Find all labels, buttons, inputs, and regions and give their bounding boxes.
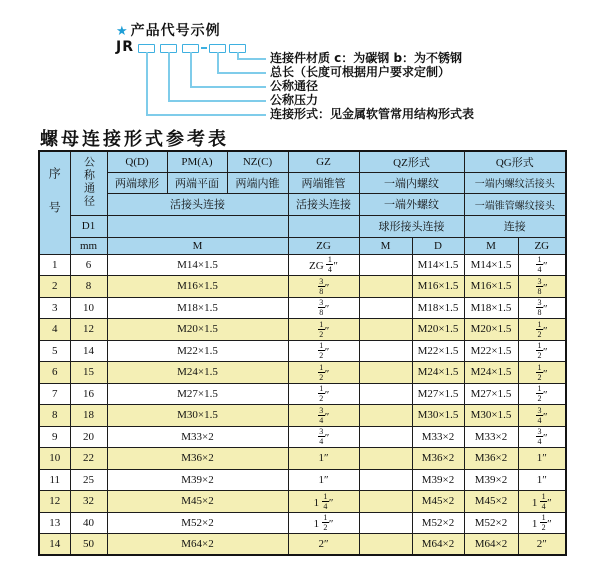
cell-qg-m: M64×2 [464, 534, 518, 556]
cell-qz-d: M18×1.5 [412, 297, 464, 319]
table-row [39, 426, 566, 448]
table-row [39, 362, 566, 384]
cell-qg-m: M30×1.5 [464, 405, 518, 427]
cell-dn: 15 [70, 362, 107, 384]
header-unit-zg1: ZG [288, 237, 359, 254]
cell-serial: 7 [39, 383, 70, 405]
cell-dn: 40 [70, 512, 107, 534]
connector-line [237, 58, 266, 60]
header-unit-d: D [412, 237, 464, 254]
header-form-nz: NZ(C) [227, 151, 288, 172]
product-code-prefix: JR [116, 39, 134, 55]
code-label-material: 连接件材质 c：为碳钢 b：为不锈钢 [270, 51, 463, 65]
cell-qz-d: M27×1.5 [412, 383, 464, 405]
cell-dn: 8 [70, 276, 107, 298]
header-connect-qg: 连接 [464, 215, 566, 237]
cell-qz-m [359, 512, 412, 534]
header-unit-m1: M [107, 237, 288, 254]
table-container [38, 150, 567, 556]
cell-qz-m [359, 340, 412, 362]
cell-m: M14×1.5 [107, 254, 288, 276]
fraction: $\frac{1}{2}$ [319, 341, 324, 361]
cell-gz: $\frac{3}{8}$ ″ [288, 276, 359, 298]
cell-m: M16×1.5 [107, 276, 288, 298]
cell-qg-zg: $\frac{1}{2}$ ″ [518, 340, 566, 362]
cell-dn: 10 [70, 297, 107, 319]
connector-line [168, 52, 170, 101]
cell-qg-m: M39×2 [464, 469, 518, 491]
fraction: $\frac{3}{4}$ [537, 405, 542, 425]
cell-qz-m [359, 362, 412, 384]
cell-dn: 25 [70, 469, 107, 491]
header-desc-qz: 一端内螺纹 [359, 172, 464, 193]
cell-qg-m: M20×1.5 [464, 319, 518, 341]
header-desc-qg: 一端内螺纹活接头 [464, 172, 566, 193]
code-label-length: 总长（长度可根据用户要求定制） [270, 65, 451, 79]
table-row [39, 383, 566, 405]
cell-serial: 3 [39, 297, 70, 319]
cell-gz: $\frac{1}{2}$ ″ [288, 319, 359, 341]
cell-m: M24×1.5 [107, 362, 288, 384]
header-ext-thread-qz: 一端外螺纹 [359, 193, 464, 215]
header-desc-nz: 两端内锥 [227, 172, 288, 193]
cell-qg-m: M33×2 [464, 426, 518, 448]
header-desc-pm: 两端平面 [167, 172, 227, 193]
cell-gz: ZG $\frac{1}{4}$ ″ [288, 254, 359, 276]
cell-m: M36×2 [107, 448, 288, 470]
connector-line [190, 52, 192, 87]
cell-qz-m [359, 469, 412, 491]
cell-gz: 1 $\frac{1}{2}$ ″ [288, 512, 359, 534]
product-code-title: 产品代号示例 [130, 23, 221, 39]
cell-m: M30×1.5 [107, 405, 288, 427]
cell-dn: 14 [70, 340, 107, 362]
cell-m: M39×2 [107, 469, 288, 491]
cell-qg-zg: $\frac{1}{2}$ ″ [518, 383, 566, 405]
cell-dn: 50 [70, 534, 107, 556]
table-row [39, 319, 566, 341]
cell-qg-zg: 1″ [518, 469, 566, 491]
cell-qg-zg: $\frac{1}{2}$ ″ [518, 362, 566, 384]
code-dash [201, 47, 207, 49]
cell-qz-d: M24×1.5 [412, 362, 464, 384]
reference-table [38, 150, 567, 556]
cell-gz: $\frac{1}{2}$ ″ [288, 362, 359, 384]
cell-qz-d: M33×2 [412, 426, 464, 448]
header-serial: 序号 [39, 151, 70, 254]
cell-gz: $\frac{1}{2}$ ″ [288, 340, 359, 362]
cell-dn: 16 [70, 383, 107, 405]
cell-qg-m: M45×2 [464, 491, 518, 513]
cell-serial: 1 [39, 254, 70, 276]
cell-qg-m: M36×2 [464, 448, 518, 470]
cell-qg-m: M24×1.5 [464, 362, 518, 384]
connector-line [168, 100, 266, 102]
cell-dn: 12 [70, 319, 107, 341]
cell-gz: 1″ [288, 448, 359, 470]
connector-line [217, 52, 219, 73]
header-d1: D1 [70, 215, 107, 237]
header-taper-joint-qg: 一端锥管螺纹接头 [464, 193, 566, 215]
cell-qg-m: M27×1.5 [464, 383, 518, 405]
header-union-joint-gz: 活接头连接 [288, 193, 359, 215]
cell-qz-d: M64×2 [412, 534, 464, 556]
header-blank-gz [288, 215, 359, 237]
cell-qz-d: M14×1.5 [412, 254, 464, 276]
cell-m: M27×1.5 [107, 383, 288, 405]
header-mm: mm [70, 237, 107, 254]
table-body [39, 254, 566, 555]
cell-qg-zg: 1 $\frac{1}{2}$ ″ [518, 512, 566, 534]
cell-qz-m [359, 319, 412, 341]
cell-qg-m: M52×2 [464, 512, 518, 534]
connector-line [217, 72, 266, 74]
cell-gz: $\frac{3}{4}$ ″ [288, 405, 359, 427]
fraction: $\frac{1}{2}$ [319, 319, 324, 339]
cell-serial: 12 [39, 491, 70, 513]
cell-qg-m: M14×1.5 [464, 254, 518, 276]
fraction: $\frac{1}{4}$ [323, 491, 328, 511]
product-code-heading [116, 20, 221, 40]
table-row [39, 405, 566, 427]
connector-line [190, 86, 266, 88]
fraction: $\frac{3}{8}$ [537, 276, 542, 296]
cell-qz-d: M30×1.5 [412, 405, 464, 427]
cell-dn: 20 [70, 426, 107, 448]
cell-qz-d: M36×2 [412, 448, 464, 470]
fraction: $\frac{1}{2}$ [319, 384, 324, 404]
fraction: $\frac{1}{2}$ [537, 362, 542, 382]
code-label-diameter: 公称通径 [270, 79, 319, 93]
code-label-pressure: 公称压力 [270, 93, 319, 107]
cell-qg-zg: $\frac{1}{2}$ ″ [518, 319, 566, 341]
cell-m: M45×2 [107, 491, 288, 513]
cell-gz: 1 $\frac{1}{4}$ ″ [288, 491, 359, 513]
connector-line [146, 114, 266, 116]
cell-serial: 11 [39, 469, 70, 491]
header-desc-q: 两端球形 [107, 172, 167, 193]
fraction: $\frac{3}{8}$ [537, 298, 542, 318]
cell-qg-zg: 2″ [518, 534, 566, 556]
header-form-q: Q(D) [107, 151, 167, 172]
table-row [39, 448, 566, 470]
cell-gz: $\frac{3}{8}$ ″ [288, 297, 359, 319]
cell-serial: 9 [39, 426, 70, 448]
cell-m: M22×1.5 [107, 340, 288, 362]
fraction: $\frac{3}{8}$ [319, 276, 324, 296]
cell-gz: $\frac{3}{4}$ ″ [288, 426, 359, 448]
cell-serial: 4 [39, 319, 70, 341]
cell-gz: 2″ [288, 534, 359, 556]
cell-gz: $\frac{1}{2}$ ″ [288, 383, 359, 405]
cell-qg-zg: 1″ [518, 448, 566, 470]
header-desc-gz: 两端锥管 [288, 172, 359, 193]
cell-qz-m [359, 491, 412, 513]
fraction: $\frac{1}{4}$ [541, 491, 546, 511]
cell-gz: 1″ [288, 469, 359, 491]
cell-qz-d: M39×2 [412, 469, 464, 491]
fraction: $\frac{3}{8}$ [319, 298, 324, 318]
fraction: $\frac{3}{4}$ [537, 427, 542, 447]
fraction: $\frac{1}{2}$ [541, 513, 546, 533]
table-row [39, 534, 566, 556]
cell-serial: 8 [39, 405, 70, 427]
table-row [39, 512, 566, 534]
cell-qg-zg: $\frac{3}{4}$ ″ [518, 426, 566, 448]
cell-qz-d: M45×2 [412, 491, 464, 513]
cell-qz-m [359, 297, 412, 319]
fraction: $\frac{1}{2}$ [319, 362, 324, 382]
table-row [39, 491, 566, 513]
table-row [39, 297, 566, 319]
cell-m: M64×2 [107, 534, 288, 556]
cell-qg-zg: $\frac{1}{4}$ ″ [518, 254, 566, 276]
cell-dn: 6 [70, 254, 107, 276]
table-title: 螺母连接形式参考表 [40, 129, 229, 150]
cell-serial: 5 [39, 340, 70, 362]
cell-qg-zg: $\frac{3}{4}$ ″ [518, 405, 566, 427]
header-blank-m [107, 215, 288, 237]
cell-qz-d: M52×2 [412, 512, 464, 534]
cell-serial: 14 [39, 534, 70, 556]
cell-qz-d: M20×1.5 [412, 319, 464, 341]
cell-qg-zg: 1 $\frac{1}{4}$ ″ [518, 491, 566, 513]
cell-qg-m: M16×1.5 [464, 276, 518, 298]
fraction: $\frac{1}{2}$ [323, 513, 328, 533]
cell-qg-m: M22×1.5 [464, 340, 518, 362]
fraction: $\frac{1}{2}$ [537, 341, 542, 361]
header-dn: 公称通径 [70, 151, 107, 215]
header-unit-m2: M [359, 237, 412, 254]
cell-qg-zg: $\frac{3}{8}$ ″ [518, 276, 566, 298]
cell-qg-zg: $\frac{3}{8}$ ″ [518, 297, 566, 319]
cell-serial: 10 [39, 448, 70, 470]
header-form-pm: PM(A) [167, 151, 227, 172]
cell-serial: 13 [39, 512, 70, 534]
fraction: $\frac{1}{2}$ [537, 319, 542, 339]
cell-dn: 32 [70, 491, 107, 513]
header-unit-m3: M [464, 237, 518, 254]
fraction: $\frac{1}{2}$ [537, 384, 542, 404]
header-unit-zg2: ZG [518, 237, 566, 254]
cell-m: M20×1.5 [107, 319, 288, 341]
star-icon: ★ [116, 24, 129, 39]
cell-dn: 22 [70, 448, 107, 470]
fraction: $\frac{3}{4}$ [319, 405, 324, 425]
cell-qz-m [359, 426, 412, 448]
cell-qz-d: M16×1.5 [412, 276, 464, 298]
cell-qz-m [359, 276, 412, 298]
fraction: $\frac{1}{4}$ [327, 255, 332, 275]
cell-qg-m: M18×1.5 [464, 297, 518, 319]
cell-qz-m [359, 383, 412, 405]
cell-m: M33×2 [107, 426, 288, 448]
cell-qz-m [359, 534, 412, 556]
cell-qz-m [359, 448, 412, 470]
table-row [39, 469, 566, 491]
cell-dn: 18 [70, 405, 107, 427]
code-label-connection: 连接形式：见金属软管常用结构形式表 [270, 107, 475, 121]
cell-m: M18×1.5 [107, 297, 288, 319]
cell-qz-m [359, 254, 412, 276]
header-form-qz: QZ形式 [359, 151, 464, 172]
header-form-gz: GZ [288, 151, 359, 172]
cell-m: M52×2 [107, 512, 288, 534]
cell-serial: 2 [39, 276, 70, 298]
header-union-joint: 活接头连接 [107, 193, 288, 215]
cell-serial: 6 [39, 362, 70, 384]
table-row [39, 254, 566, 276]
cell-qz-d: M22×1.5 [412, 340, 464, 362]
table-row [39, 276, 566, 298]
table-header [39, 151, 566, 254]
connector-line [146, 52, 148, 115]
header-form-qg: QG形式 [464, 151, 566, 172]
fraction: $\frac{1}{4}$ [537, 255, 542, 275]
fraction: $\frac{3}{4}$ [319, 427, 324, 447]
table-row [39, 340, 566, 362]
cell-qz-m [359, 405, 412, 427]
header-ball-joint-qz: 球形接头连接 [359, 215, 464, 237]
